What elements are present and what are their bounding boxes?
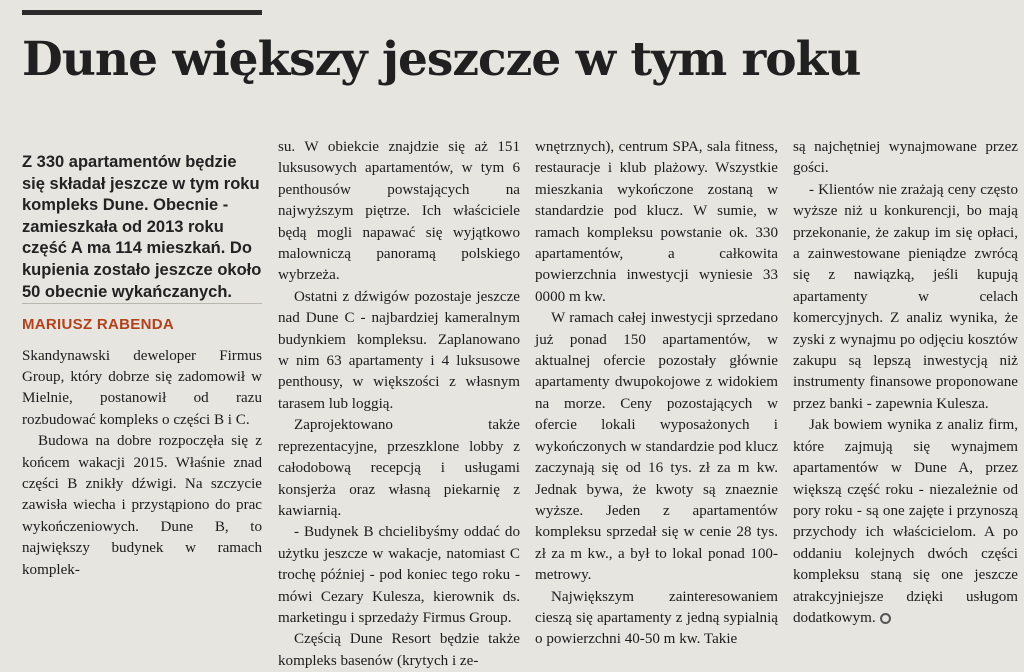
paragraph: - Budynek B chcielibyśmy oddać do użytku jeszcze w wakacje, natomiast C trochę później - pod koniec tego roku - mówi Cezary Kulesza, kierownik ds. marketingu i sprzedaży Firmus Group.	[278, 524, 520, 626]
section-rule	[22, 10, 262, 15]
paragraph-text: Jak bowiem wynika z analiz firm, które zajmują się wynajmem apartamentów w Dune A, przez większą część roku - niezależnie od pory roku - są one zajęte i przynoszą przychody ich właścicielom. A po oddaniu kolejnych dwóch części kompleksu staną się one jeszcze atrakcyjniejsze dzięki usługom dodatkowym.	[793, 417, 1018, 626]
paragraph: Ostatni z dźwigów pozostaje jeszcze nad Dune C - najbardziej kameralnym budynkiem kompleksu. Zaplanowano w nim 63 apartamenty i 4 luksusowe penthousy, w większości z własnym tarasem lub loggią.	[278, 288, 520, 412]
paragraph: su. W obiekcie znajdzie się aż 151 luksusowych apartamentów, w tym 6 penthousów powstających na najwyższym piętrze. Ich właściciele będą mogli napawać się wyjątkowo malowniczą panoramą polskiego wybrzeża.	[278, 139, 520, 284]
paragraph: - Klientów nie zrażają ceny często wyższe niż u konkurencji, bo mają przekonanie, że zakup im się opłaci, a zainwestowane pieniądze zwrócą się z nawiązką, jeśli kupują apartamenty w celach komercyjnych. Z analiz wynika, że zyski z wynajmu po odjęciu kosztów zakupu są lepszą inwestycją niż instrumenty finansowe proponowane przez banki - zapewnia Kulesza.	[793, 181, 1018, 412]
article-headline: Dune większy jeszcze w tym roku	[22, 32, 861, 87]
paragraph: W ramach całej inwestycji sprzedano już ponad 150 apartamentów, w aktualnej ofercie pozostały głównie apartamenty dwupokojowe z widokiem na morze. Ceny pozostających w ofercie lokali wyposażonych i wykończonych w standardzie pod klucz zaczynają się od 16 tys. zł za m kw. Jednak bywa, że kwoty są znaeznie wyższe. Jeden z apartamentów kompleksu sprzedał się w cenie 28 tys. zł za m kw., a był to lokal ponad 100-metrowy.	[535, 310, 778, 584]
column-4	[793, 137, 1018, 629]
paragraph: Skandynawski deweloper Firmus Group, który dobrze się zadomowił w Mielnie, postanowił od razu rozbudować kompleks o części B i C.	[22, 347, 262, 428]
end-of-article-icon	[880, 613, 891, 624]
paragraph: Częścią Dune Resort będzie także kompleks basenów (krytych i ze-	[278, 631, 520, 669]
article-lead: Z 330 apartamentów będzie się składał jeszcze w tym roku kompleks Dune. Obecnie - zamieszkała od 2013 roku część A ma 114 mieszkań. Do kupienia zostało jeszcze około 50 obecnie wykańczanych.	[22, 153, 262, 301]
paragraph: Zaprojektowano także reprezentacyjne, przeszklone lobby z całodobową recepcją i usługami konsjerża oraz własną piekarnię z kawiarnią.	[278, 417, 520, 519]
paragraph: wnętrznych), centrum SPA, sala fitness, restauracje i klub plażowy. Wszystkie mieszkania wykończone zostaną w standardzie pod klucz. W sumie, w ramach kompleksu powstanie ok. 330 apartamentów, a całkowita powierzchnia inwestycji wyniesie 33 0000 m kw.	[535, 139, 778, 305]
paragraph: Największym zainteresowaniem cieszą się apartamenty z jedną sypialnią o powierzchni 40-50 m kw. Takie	[535, 588, 778, 648]
author-byline: MARIUSZ RABENDA	[22, 303, 262, 335]
column-3	[535, 137, 778, 651]
paragraph-last	[793, 415, 1018, 629]
column-1	[22, 152, 262, 581]
paragraph: Budowa na dobre rozpoczęła się z końcem wakacji 2015. Właśnie znad części B znikły dźwigi. Na szczycie zawisła wiecha i przystąpiono do prac wykończeniowych. Dune B, to największy budynek w ramach komplek-	[22, 433, 262, 578]
paragraph: są najchętniej wynajmowane przez gości.	[793, 139, 1018, 177]
column-2	[278, 137, 520, 672]
